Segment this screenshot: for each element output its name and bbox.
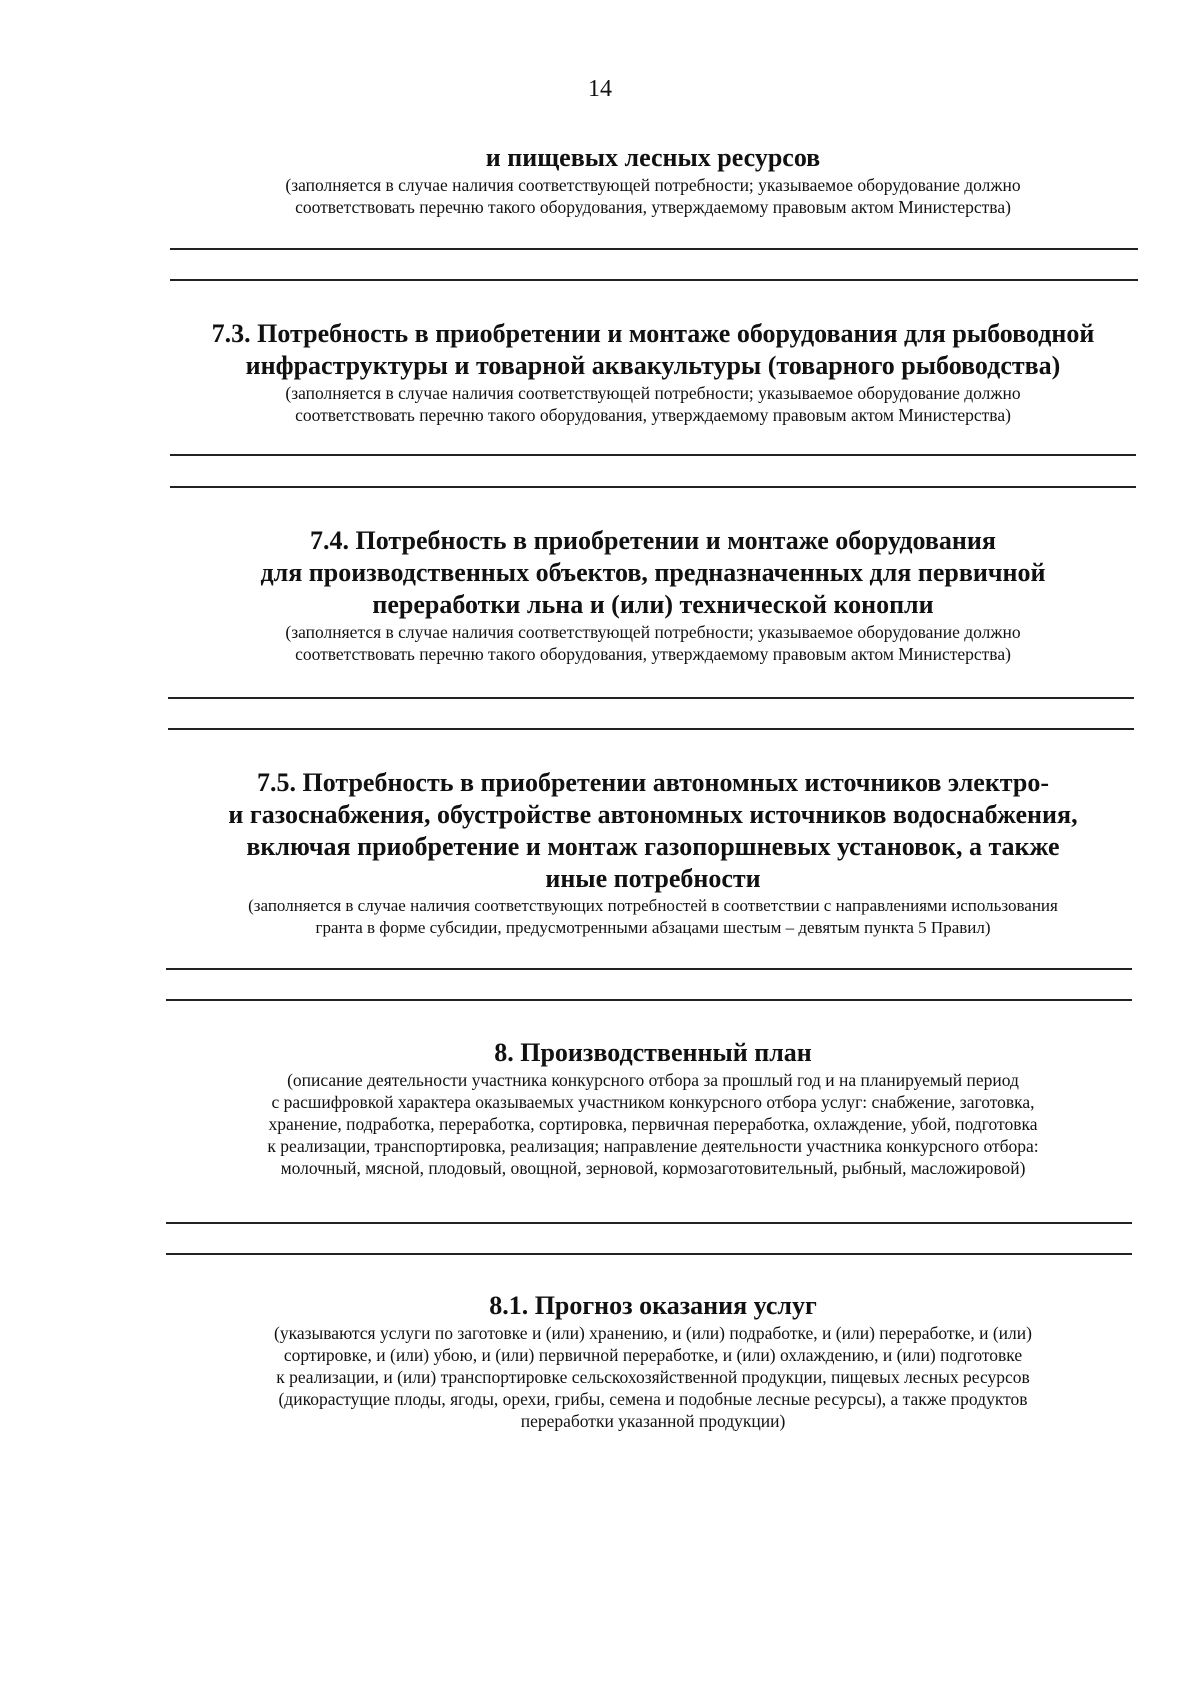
section-heading <box>168 318 1138 382</box>
note-line: переработки указанной продукции) <box>520 1411 786 1431</box>
section-food-forest-resources <box>168 142 1138 218</box>
page-number: 14 <box>588 76 612 102</box>
fill-in-line[interactable] <box>166 968 1132 970</box>
heading-line: 8.1. Прогноз оказания услуг <box>489 1291 817 1320</box>
note-line: гранта в форме субсидии, предусмотренными абзацами шестым – девятым пункта 5 Правил) <box>315 918 991 937</box>
fill-in-line[interactable] <box>170 279 1138 281</box>
section-note <box>168 174 1138 218</box>
heading-line: инфраструктуры и товарной аквакультуры (товарного рыбоводства) <box>245 351 1061 380</box>
heading-line: 7.3. Потребность в приобретении и монтаже оборудования для рыбоводной <box>211 319 1095 348</box>
fill-in-line[interactable] <box>166 999 1132 1001</box>
note-line: соответствовать перечню такого оборудования, утверждаемому правовым актом Министерства) <box>295 197 1011 217</box>
note-line: хранение, подработка, переработка, сортировка, первичная переработка, охлаждение, убой, подготовка <box>268 1114 1038 1134</box>
fill-in-line[interactable] <box>166 1253 1132 1255</box>
note-line: соответствовать перечню такого оборудования, утверждаемому правовым актом Министерства) <box>295 405 1011 425</box>
fill-in-line[interactable] <box>170 486 1136 488</box>
section-heading <box>168 1290 1138 1322</box>
note-line: (заполняется в случае наличия соответствующей потребности; указываемое оборудование должно <box>285 175 1021 195</box>
note-line: молочный, мясной, плодовый, овощной, зерновой, кормозаготовительный, рыбный, масложировой) <box>280 1158 1026 1178</box>
note-line: (описание деятельности участника конкурсного отбора за прошлый год и на планируемый период <box>287 1070 1019 1090</box>
heading-line: переработки льна и (или) технической конопли <box>372 590 934 619</box>
heading-line: иные потребности <box>545 864 761 893</box>
section-note <box>168 382 1138 426</box>
section-8-production-plan <box>168 1037 1138 1179</box>
heading-line: 7.4. Потребность в приобретении и монтаже оборудования <box>310 526 996 555</box>
section-heading <box>168 1037 1138 1069</box>
heading-line: и газоснабжения, обустройстве автономных источников водоснабжения, <box>228 800 1078 829</box>
heading-line: включая приобретение и монтаж газопоршневых установок, а также <box>246 832 1060 861</box>
fill-in-line[interactable] <box>170 454 1136 456</box>
section-heading <box>168 767 1138 895</box>
section-note <box>168 1069 1138 1179</box>
fill-in-line[interactable] <box>168 728 1134 730</box>
heading-line: 7.5. Потребность в приобретении автономных источников электро- <box>256 768 1050 797</box>
section-7-4 <box>168 525 1138 665</box>
section-heading <box>168 142 1138 174</box>
note-line: (заполняется в случае наличия соответствующей потребности; указываемое оборудование должно <box>285 622 1021 642</box>
fill-in-line[interactable] <box>170 248 1138 250</box>
heading-line: 8. Производственный план <box>494 1038 812 1067</box>
section-note <box>168 1322 1138 1432</box>
note-line: (заполняется в случае наличия соответствующей потребности; указываемое оборудование должно <box>285 383 1021 403</box>
note-line: (дикорастущие плоды, ягоды, орехи, грибы, семена и подобные лесные ресурсы), а также продуктов <box>278 1389 1028 1409</box>
section-7-3 <box>168 318 1138 426</box>
section-8-1-services-forecast <box>168 1290 1138 1432</box>
heading-line: и пищевых лесных ресурсов <box>485 143 821 172</box>
fill-in-line[interactable] <box>166 1222 1132 1224</box>
section-note <box>168 895 1138 939</box>
note-line: к реализации, и (или) транспортировке сельскохозяйственной продукции, пищевых лесных ресурсов <box>276 1367 1030 1387</box>
fill-in-line[interactable] <box>168 697 1134 699</box>
section-heading <box>168 525 1138 621</box>
heading-line: для производственных объектов, предназначенных для первичной <box>260 558 1046 587</box>
section-note <box>168 621 1138 665</box>
note-line: сортировке, и (или) убою, и (или) первичной переработке, и (или) охлаждению, и (или) подготовке <box>283 1345 1023 1365</box>
section-7-5 <box>168 767 1138 939</box>
note-line: (заполняется в случае наличия соответствующих потребностей в соответствии с направлениями использования <box>248 896 1058 915</box>
note-line: соответствовать перечню такого оборудования, утверждаемому правовым актом Министерства) <box>295 644 1011 664</box>
note-line: к реализации, транспортировка, реализация; направление деятельности участника конкурсного отбора: <box>267 1136 1039 1156</box>
note-line: (указываются услуги по заготовке и (или) хранению, и (или) подработке, и (или) переработке, и (или) <box>274 1323 1032 1343</box>
note-line: с расшифровкой характера оказываемых участником конкурсного отбора услуг: снабжение, заготовка, <box>271 1092 1035 1112</box>
